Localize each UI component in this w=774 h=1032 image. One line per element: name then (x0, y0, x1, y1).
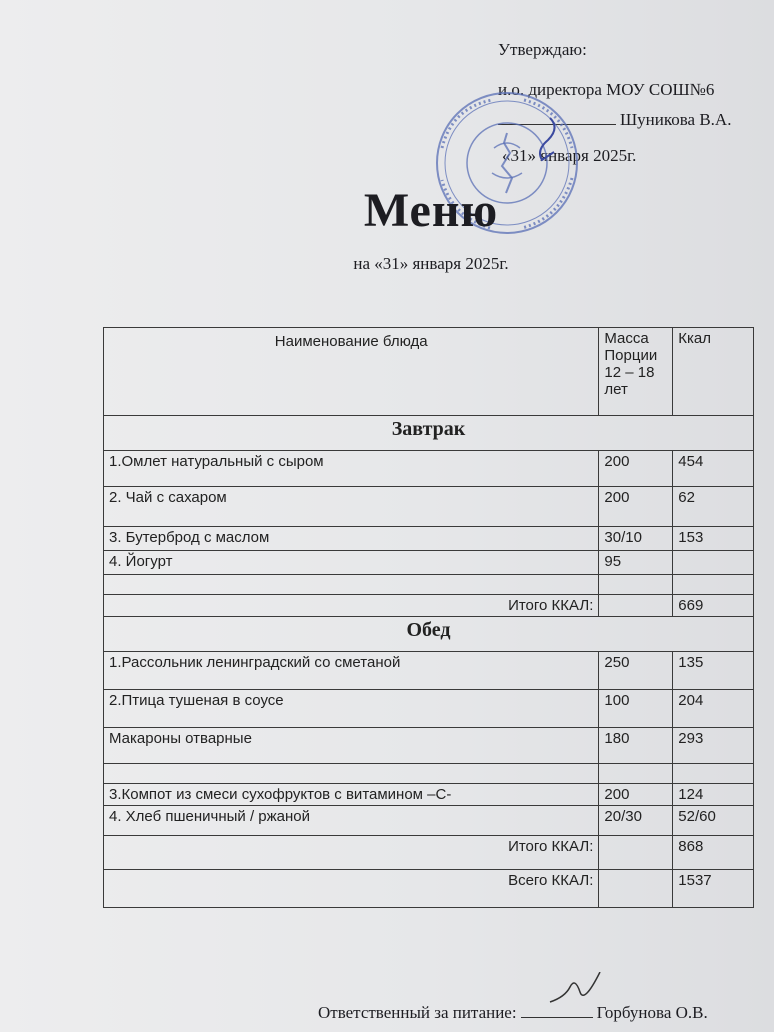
section-breakfast: Завтрак (104, 416, 754, 451)
table-row (104, 652, 754, 690)
breakfast-total-value: 669 (673, 595, 754, 617)
dish-mass: 200 (599, 487, 673, 527)
grand-total-value: 1537 (673, 870, 754, 908)
dish-kcal (673, 551, 754, 575)
table-row (104, 784, 754, 806)
table-row (104, 728, 754, 764)
approval-title: Утверждаю: (498, 40, 587, 59)
signature-scribble-icon (540, 972, 620, 1012)
header-mass: Масса Порции 12 – 18 лет (599, 328, 673, 416)
responsible-line (318, 1003, 708, 1023)
lunch-total-label: Итого ККАЛ: (104, 836, 599, 870)
dish-kcal: 124 (673, 784, 754, 806)
responsible-label: Ответственный за питание: (318, 1003, 517, 1022)
dish-mass: 250 (599, 652, 673, 690)
breakfast-total-label: Итого ККАЛ: (104, 595, 599, 617)
table-row (104, 451, 754, 487)
dish-kcal: 204 (673, 690, 754, 728)
dish-mass: 95 (599, 551, 673, 575)
header-kcal: Ккал (673, 328, 754, 416)
approval-role: и.о. директора МОУ СОШ№6 (498, 80, 715, 99)
dish-name: 1.Омлет натуральный с сыром (104, 451, 599, 487)
section-lunch: Обед (104, 617, 754, 652)
table-row (104, 806, 754, 836)
dish-name: 2.Птица тушеная в соусе (104, 690, 599, 728)
dish-name: 4. Хлеб пшеничный / ржаной (104, 806, 599, 836)
table-row (104, 551, 754, 575)
responsible-name: Горбунова О.В. (596, 1003, 708, 1022)
dish-mass: 30/10 (599, 527, 673, 551)
dish-name: 4. Йогурт (104, 551, 599, 575)
dish-mass: 200 (599, 451, 673, 487)
table-row (104, 690, 754, 728)
table-row (104, 487, 754, 527)
dish-name: 3.Компот из смеси сухофруктов с витамином –С- (104, 784, 599, 806)
dish-mass: 100 (599, 690, 673, 728)
header-name: Наименование блюда (104, 328, 599, 416)
table-row-empty (104, 575, 754, 595)
lunch-total-value: 868 (673, 836, 754, 870)
grand-total-label: Всего ККАЛ: (104, 870, 599, 908)
dish-kcal: 62 (673, 487, 754, 527)
approval-signer: Шуникова В.А. (620, 110, 732, 129)
menu-table (103, 327, 754, 908)
dish-name: 3. Бутерброд с маслом (104, 527, 599, 551)
dish-kcal: 293 (673, 728, 754, 764)
dish-kcal: 52/60 (673, 806, 754, 836)
lunch-total-row (104, 836, 754, 870)
table-row (104, 527, 754, 551)
breakfast-total-row (104, 595, 754, 617)
dish-mass: 20/30 (599, 806, 673, 836)
dish-name: 2. Чай с сахаром (104, 487, 599, 527)
dish-kcal: 153 (673, 527, 754, 551)
page-title: Меню (363, 184, 499, 237)
dish-name: 1.Рассольник ленинградский со сметаной (104, 652, 599, 690)
approval-date: «31» января 2025г. (502, 146, 637, 165)
page-subtitle: на «31» января 2025г. (353, 254, 509, 273)
dish-mass: 200 (599, 784, 673, 806)
dish-mass: 180 (599, 728, 673, 764)
dish-kcal: 454 (673, 451, 754, 487)
table-row-empty (104, 764, 754, 784)
dish-kcal: 135 (673, 652, 754, 690)
grand-total-row (104, 870, 754, 908)
dish-name: Макароны отварные (104, 728, 599, 764)
table-header-row (104, 328, 754, 416)
